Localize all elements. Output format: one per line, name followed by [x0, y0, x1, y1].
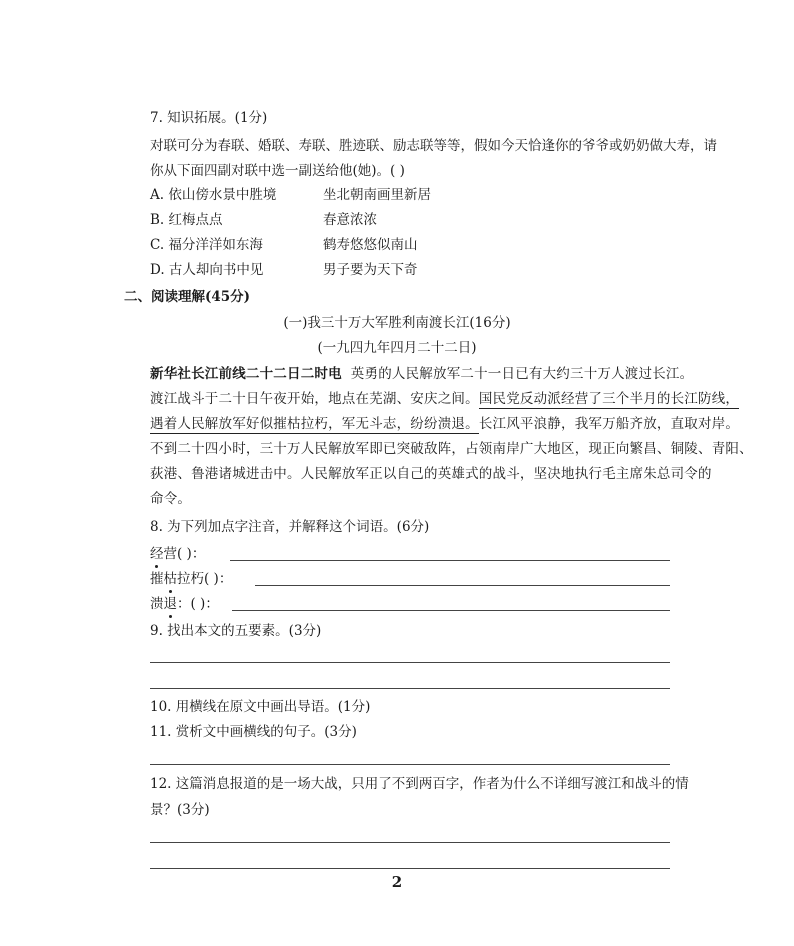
- article-title: (一)我三十万大军胜利南渡长江(16分): [283, 315, 511, 331]
- q8-word-1: [150, 544, 205, 564]
- q8-word-2-rest: 拉朽( )：: [177, 571, 233, 587]
- option-b-left: B. 红梅点点: [150, 212, 223, 228]
- q10-title: 10. 用横线在原文中画出导语。(1分): [150, 699, 371, 715]
- option-a-right: 坐北朝南画里新居: [323, 187, 431, 203]
- dotted-char-jing: 经: [150, 546, 164, 562]
- article-line-1: [150, 364, 693, 384]
- option-b-right: 春意浓浓: [323, 212, 377, 228]
- article-text-2a: 渡江战斗于二十日午夜开始，地点在芜湖、安庆之间。: [150, 391, 479, 407]
- q9-title: 9. 找出本文的五要素。(3分): [150, 623, 322, 639]
- article-text-3b: 长江风平浪静，我军万船齐放，直取对岸。: [478, 416, 740, 432]
- q12-answer-line-2[interactable]: [150, 868, 670, 869]
- article-date: (一九四九年四月二十二日): [317, 340, 477, 356]
- q7-stem-line-2: 你从下面四副对联中选一副送给他(她)。( ): [150, 163, 405, 179]
- q7-title: 7. 知识拓展。(1分): [150, 110, 268, 126]
- q8-word-3-rest: ：( )：: [177, 596, 219, 612]
- q7-stem-line-1: 对联可分为春联、婚联、寿联、胜迹联、励志联等等，假如今天恰逢你的爷爷或奶奶做大寿，请: [150, 138, 717, 154]
- q12-line-1: 12. 这篇消息报道的是一场大战，只用了不到两百字，作者为什么不详细写渡江和战斗的情: [150, 776, 689, 792]
- page-number: 2: [391, 873, 403, 891]
- section-heading: 二、阅读理解(45分): [124, 289, 251, 305]
- article-line-5: 荻港、鲁港诸城进击中。人民解放军正以自己的英雄式的战斗，坚决地执行毛主席朱总司令的: [150, 466, 712, 482]
- q11-answer-line[interactable]: [150, 764, 670, 765]
- q12-line-2: 景？(3分): [150, 802, 210, 818]
- q11-title: 11. 赏析文中画横线的句子。(3分): [150, 724, 357, 740]
- article-text-1: 英勇的人民解放军二十一日已有大约三十万人渡过长江。: [350, 366, 694, 382]
- article-line-4: 不到二十四小时，三十万人民解放军即已突破敌阵，占领南岸广大地区，现正向繁昌、铜陵、青阳、: [150, 441, 753, 457]
- q8-word-2-a: 摧: [150, 571, 164, 587]
- q8-answer-line-3[interactable]: [232, 610, 670, 611]
- q9-answer-line-1[interactable]: [150, 662, 670, 663]
- option-d-right: 男子要为天下奇: [323, 262, 418, 278]
- option-c-left: C. 福分洋洋如东海: [150, 237, 263, 253]
- q8-word-3-a: 溃: [150, 596, 164, 612]
- dotted-char-tui: 退: [163, 596, 177, 612]
- option-a-left: A. 依山傍水景中胜境: [150, 187, 277, 203]
- article-dateline: 新华社长江前线二十二日二时电: [150, 366, 342, 382]
- dotted-char-ku: 枯: [163, 571, 177, 587]
- q8-answer-line-2[interactable]: [255, 585, 670, 586]
- option-d-left: D. 古人却向书中见: [150, 262, 264, 278]
- article-line-2: [150, 389, 739, 409]
- article-line-6: 命令。: [150, 491, 192, 507]
- underlined-sentence-part-2: 遇着人民解放军好似摧枯拉朽，军无斗志，纷纷溃退。: [150, 416, 479, 432]
- option-c-right: 鹤寿悠悠似南山: [323, 237, 418, 253]
- q8-word-1-rest: 营( )：: [163, 546, 206, 562]
- q9-answer-line-2[interactable]: [150, 688, 670, 689]
- underlined-sentence-part-1: 国民党反动派经营了三个半月的长江防线，: [478, 391, 740, 407]
- q8-word-3: [150, 594, 219, 614]
- q12-answer-line-1[interactable]: [150, 842, 670, 843]
- article-line-3: [150, 414, 739, 434]
- q8-title: 8. 为下列加点字注音，并解释这个词语。(6分): [150, 519, 430, 535]
- q8-answer-line-1[interactable]: [230, 560, 670, 561]
- q8-word-2: [150, 569, 232, 589]
